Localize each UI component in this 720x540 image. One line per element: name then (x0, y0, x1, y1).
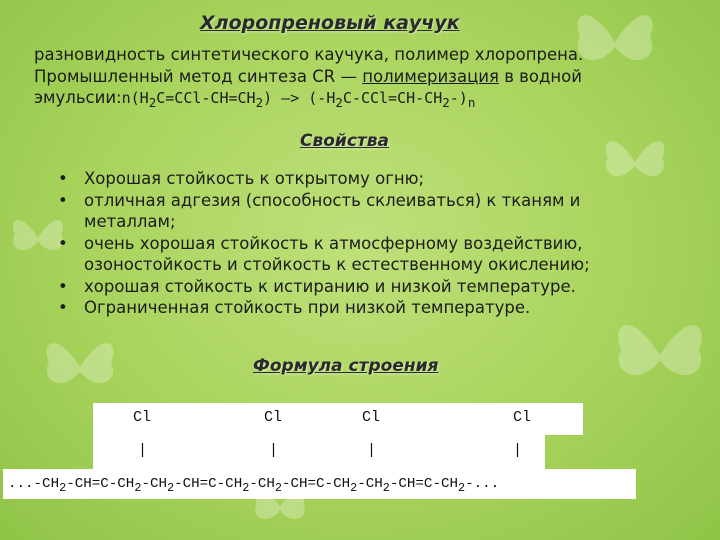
list-item: • Хорошая стойкость к открытому огню; (58, 168, 658, 190)
list-item: • очень хорошая стойкость к атмосферному воздействию, озоностойкость и стойкость к естественному окислению; (58, 233, 658, 276)
butterfly-icon (610, 310, 710, 400)
list-item: • Ограниченная стойкость при низкой температуре. (58, 297, 658, 319)
bond-line: | (269, 442, 279, 459)
formula-box-top (93, 403, 583, 435)
bond-line: | (138, 442, 148, 459)
list-item: • хорошая стойкость к истиранию и низкой температуре. (58, 276, 658, 298)
polymerization-link[interactable]: полимеризация (362, 66, 499, 86)
cl-label: Cl (133, 409, 152, 426)
cl-label: Cl (362, 409, 381, 426)
bond-line: | (513, 442, 523, 459)
properties-list (58, 168, 658, 319)
formula-heading: Формула строения (253, 356, 439, 376)
formula-box-middle (93, 435, 545, 469)
bond-line: | (367, 442, 377, 459)
intro-text-tail: в водной эмульсии: (34, 66, 583, 107)
cl-label: Cl (264, 409, 283, 426)
intro-text: разновидность синтетического каучука, полимер хлоропрена. Промышленный метод синтеза CR — (34, 45, 584, 86)
list-item: • отличная адгезия (способность склеиваться) к тканям и металлам; (58, 190, 658, 233)
page-title: Хлоропреновый каучук (200, 12, 460, 34)
reaction-equation: $n(H_2C=CCl-CH=CH_2)$ —> $(-H_2C-CCl=CH-CH_2-)_n$ (121, 89, 476, 110)
butterfly-icon (40, 330, 120, 404)
cl-label: Cl (513, 409, 532, 426)
intro-paragraph (34, 44, 704, 114)
properties-heading: Свойства (300, 131, 389, 151)
polymer-chain: $...-CH_2-CH=C-CH_2-CH_2-CH=C-CH_2-CH_2-CH=C-CH_2-CH_2-CH=C-CH_2-$... (8, 476, 500, 495)
